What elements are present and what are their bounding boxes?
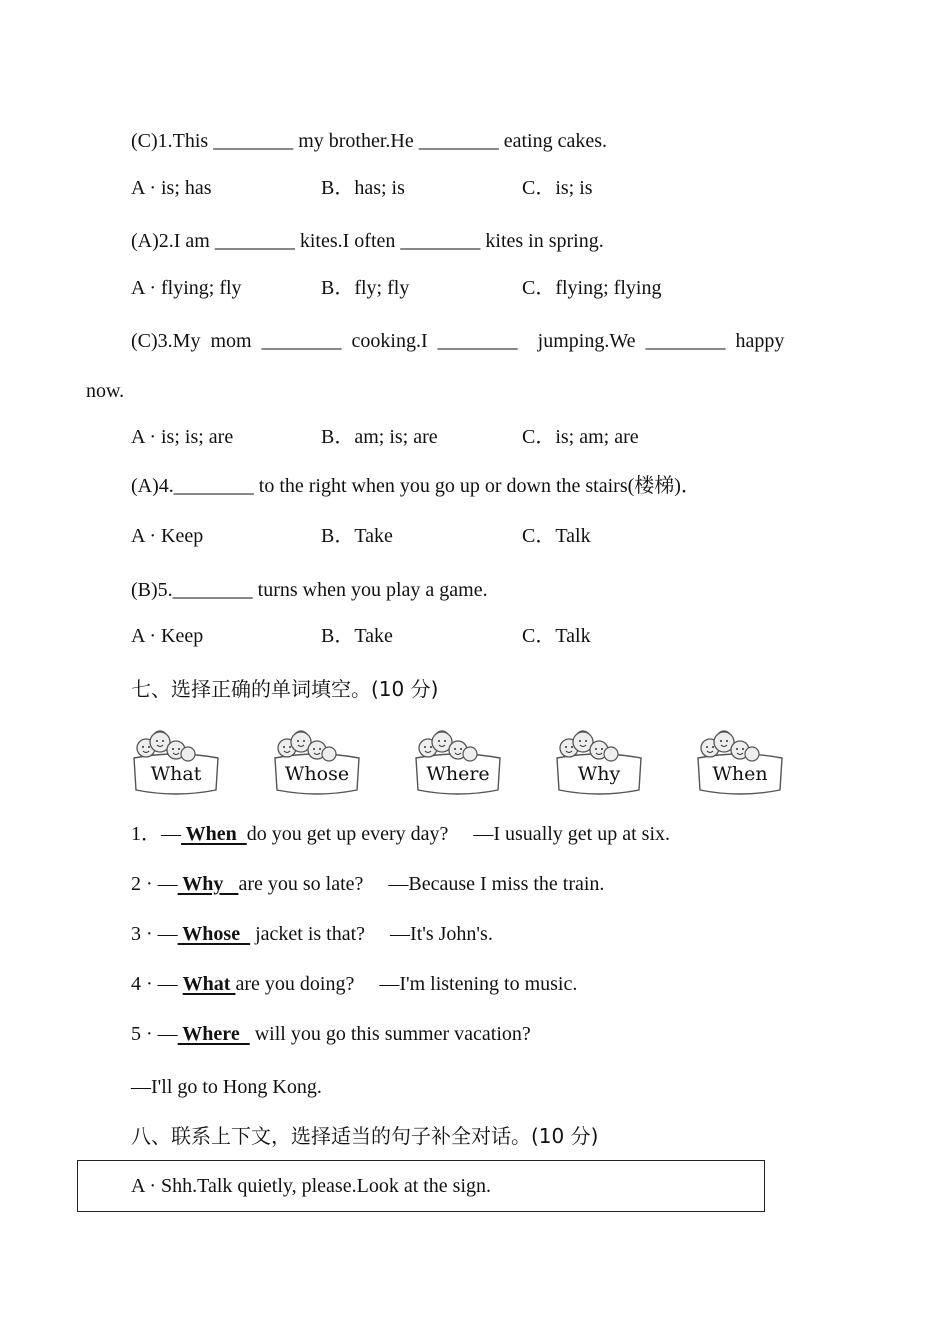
q3-option-c: C．is; am; are	[522, 426, 639, 448]
kids-faces-icon	[130, 728, 222, 796]
q5-option-a: A · Keep	[131, 625, 204, 647]
s7-item-5-answer: Where	[177, 1023, 250, 1045]
q2-stem: (A)2.I am ________ kites.I often ________ kites in spring.	[131, 230, 604, 252]
s7-item-4-answer: What	[182, 973, 236, 995]
s7-item-1-answer: When	[181, 823, 247, 845]
q3-option-b: B．am; is; are	[321, 426, 438, 448]
q4-stem: (A)4.________ to the right when you go up or down the stairs(楼梯)．	[131, 475, 701, 497]
q2-option-c: C．flying; flying	[522, 277, 662, 299]
word-card-label: Why	[577, 763, 621, 785]
s7-item-5-text: will you go this summer vacation?	[249, 1023, 531, 1045]
q5-option-b: B．Take	[321, 625, 393, 647]
s7-item-3-num: 3 · —	[131, 923, 178, 945]
s7-item-2-num: 2 · —	[131, 873, 178, 895]
s7-item-5-reply: —I'll go to Hong Kong.	[131, 1076, 322, 1098]
q1-option-b: B．has; is	[321, 177, 405, 199]
s7-item-4-text: are you doing? —I'm listening to music.	[235, 973, 578, 995]
word-card-where	[412, 728, 504, 796]
s7-item-2-answer: Why	[177, 873, 239, 895]
kids-faces-icon	[553, 728, 645, 796]
word-card-whose	[271, 728, 363, 796]
q5-stem: (B)5.________ turns when you play a game.	[131, 579, 488, 601]
q4-option-a: A · Keep	[131, 525, 204, 547]
q1-option-c: C．is; is	[522, 177, 593, 199]
q4-option-c: C．Talk	[522, 525, 591, 547]
s7-item-5	[131, 1022, 531, 1046]
section8-title: 八、联系上下文，选择适当的句子补全对话。(10 分)	[131, 1124, 599, 1148]
s7-item-5-num: 5 · —	[131, 1023, 178, 1045]
s7-item-1-text: do you get up every day? —I usually get up at six.	[246, 823, 671, 845]
s7-item-1-num: 1．—	[131, 823, 181, 845]
q2-option-b: B．fly; fly	[321, 277, 410, 299]
word-card-label: What	[150, 763, 202, 785]
kids-faces-icon	[271, 728, 363, 796]
kids-faces-icon	[412, 728, 504, 796]
word-card-why	[553, 728, 645, 796]
s7-item-2	[131, 872, 604, 896]
word-card-what	[130, 728, 222, 796]
s7-item-1	[131, 822, 670, 846]
word-card-label: When	[712, 763, 768, 785]
q4-option-b: B．Take	[321, 525, 393, 547]
q1-stem: (C)1.This ________ my brother.He ________ eating cakes.	[131, 130, 608, 152]
kids-faces-icon	[694, 728, 786, 796]
s7-item-2-text: are you so late? —Because I miss the train.	[238, 873, 605, 895]
word-card-label: Whose	[284, 763, 350, 785]
s7-item-3-answer: Whose	[177, 923, 251, 945]
s7-item-3	[131, 922, 493, 946]
q3-stem-continued: now.	[86, 380, 125, 402]
sentence-option-box	[77, 1160, 765, 1212]
q3-option-a: A · is; is; are	[131, 426, 234, 448]
q1-option-a: A · is; has	[131, 177, 212, 199]
s7-item-4	[131, 972, 577, 996]
q5-option-c: C．Talk	[522, 625, 591, 647]
q3-stem: (C)3.My mom ________ cooking.I ________ jumping.We ________ happy	[131, 330, 785, 352]
s7-item-3-text: jacket is that? —It's John's.	[250, 923, 493, 945]
sentence-option-a: A · Shh.Talk quietly, please.Look at the sign.	[131, 1175, 492, 1197]
word-card-label: Where	[426, 763, 490, 785]
section7-title: 七、选择正确的单词填空。(10 分)	[131, 677, 439, 701]
q2-option-a: A · flying; fly	[131, 277, 242, 299]
word-card-when	[694, 728, 786, 796]
s7-item-4-num: 4 · —	[131, 973, 183, 995]
